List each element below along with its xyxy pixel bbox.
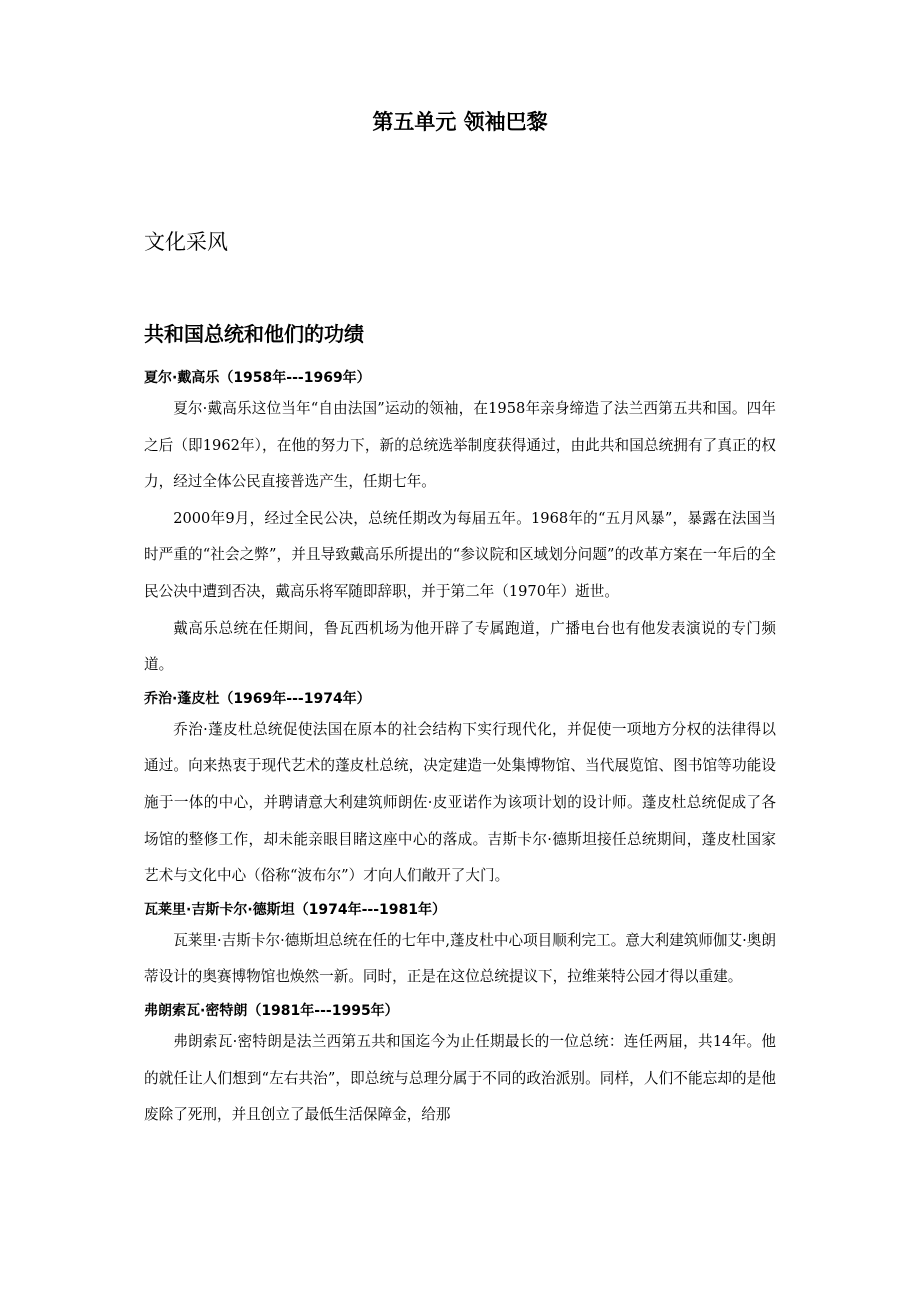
paragraph: 2000年9月，经过全民公决，总统任期改为每届五年。1968年的“五月风暴”，暴露在法国当时严重的“社会之弊”，并且导致戴高乐所提出的“参议院和区域划分问题”的改革方案在一年后的全民公决中遭到否决，戴高乐将军随即辞职，并于第二年（1970年）逝世。 (144, 509, 776, 600)
paragraph: 瓦莱里·吉斯卡尔·德斯坦总统在任的七年中,蓬皮杜中心项目顺利完工。意大利建筑师伽艾·奥朗蒂设计的奥赛博物馆也焕然一新。同时，正是在这位总统提议下，拉维莱特公园才得以重建。 (144, 931, 776, 986)
president-heading: 弗朗索瓦·密特朗（1981年---1995年） (144, 1002, 399, 1019)
president-section-pompidou (144, 686, 776, 895)
article-title: 共和国总统和他们的功绩 (144, 322, 364, 346)
president-section-mitterrand (144, 998, 776, 1134)
president-heading: 乔治·蓬皮杜（1969年---1974年） (144, 690, 371, 707)
paragraph: 夏尔·戴高乐这位当年“自由法国”运动的领袖，在1958年亲身缔造了法兰西第五共和国。四年之后（即1962年），在他的努力下，新的总统选举制度获得通过，由此共和国总统拥有了真正的权力，经过全体公民直接普选产生，任期七年。 (144, 400, 776, 491)
president-section-giscard (144, 897, 776, 996)
president-section-de-gaulle (144, 365, 776, 684)
section-heading: 文化采风 (144, 230, 228, 254)
paragraph: 乔治·蓬皮杜总统促使法国在原本的社会结构下实行现代化，并促使一项地方分权的法律得以通过。向来热衷于现代艺术的蓬皮杜总统，决定建造一处集博物馆、当代展览馆、图书馆等功能设施于一体的中心，并聘请意大利建筑师朗佐·皮亚诺作为该项计划的设计师。蓬皮杜总统促成了各场馆的整修工作，却未能亲眼目睹这座中心的落成。吉斯卡尔·德斯坦接任总统期间，蓬皮杜国家艺术与文化中心（俗称“波布尔”）才向人们敞开了大门。 (144, 720, 776, 885)
article-body (144, 365, 776, 1134)
president-heading: 夏尔·戴高乐（1958年---1969年） (144, 370, 371, 386)
document-title: 第五单元 领袖巴黎 (372, 110, 548, 134)
president-heading: 瓦莱里·吉斯卡尔·德斯坦（1974年---1981年） (144, 901, 446, 918)
paragraph: 戴高乐总统在任期间，鲁瓦西机场为他开辟了专属跑道，广播电台也有他发表演说的专门频道。 (144, 619, 776, 674)
paragraph: 弗朗索瓦·密特朗是法兰西第五共和国迄今为止任期最长的一位总统：连任两届，共14年。他的就任让人们想到“左右共治”，即总统与总理分属于不同的政治派别。同样，人们不能忘却的是他废除了死刑，并且创立了最低生活保障金，给那 (144, 1032, 776, 1124)
